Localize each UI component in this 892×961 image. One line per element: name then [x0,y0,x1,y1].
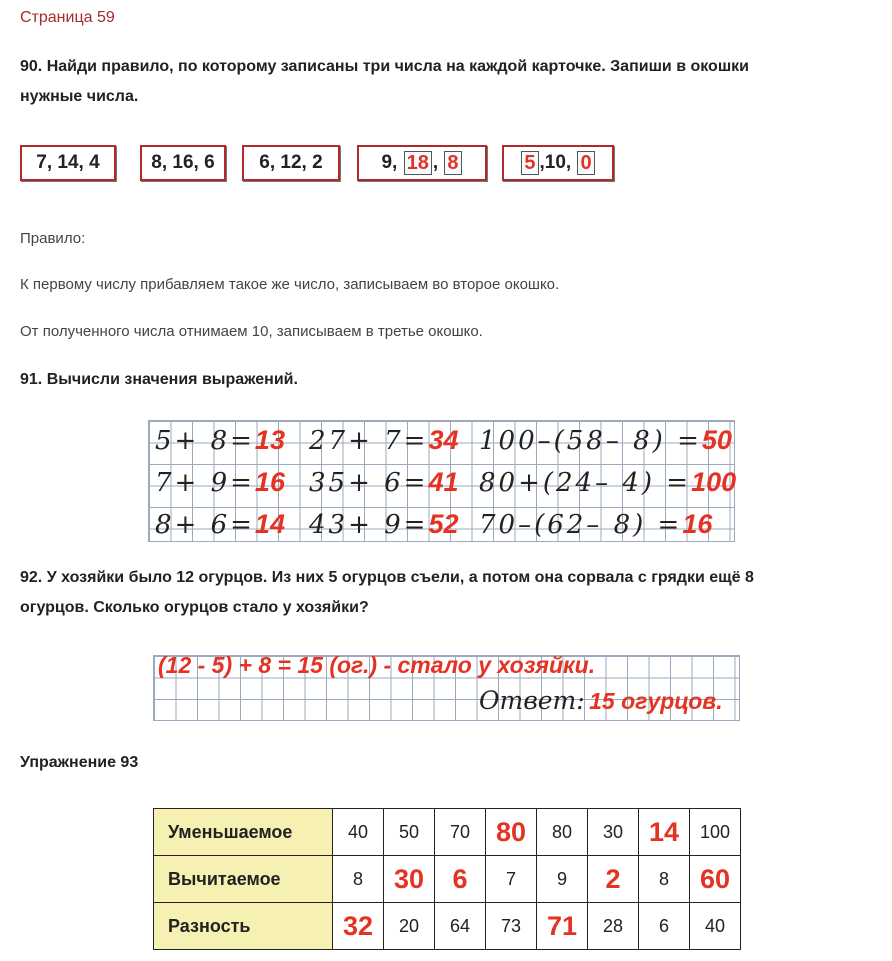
number-cards [20,145,620,185]
expression [479,425,732,456]
card-5 [502,145,614,181]
table-cell: 8 [639,856,690,903]
table-row [154,809,741,856]
expression-answer: 13 [254,425,285,455]
expression [155,467,285,498]
row-header: Разность [154,903,333,950]
expression [309,509,459,540]
table-cell: 7 [486,856,537,903]
expression-text: 5+ 8= [155,426,255,456]
task-90-line-2: нужные числа. [20,88,139,105]
expression-text: 27+ 7= [309,426,429,456]
expression-answer: 52 [428,509,459,539]
card-text: , [432,152,439,173]
answer-label: Ответ: [479,686,585,715]
card-text: 7, 14, 4 [36,152,100,173]
answer-value: 15 огурцов. [589,688,723,714]
expression-answer: 100 [691,467,737,497]
subtraction-table [153,808,741,950]
table-cell: 20 [384,903,435,950]
expression-text: 80+(24– 4) = [479,468,692,498]
table-row [154,903,741,950]
table-cell-answer: 14 [639,809,690,856]
table-row [154,856,741,903]
table-cell: 9 [537,856,588,903]
expression-row [149,463,739,503]
table-cell: 40 [690,903,741,950]
table-cell: 80 [537,809,588,856]
table-cell-answer: 71 [537,903,588,950]
answer-line [479,686,723,715]
expression-text: 7+ 9= [155,468,255,498]
expression-text: 70–(62– 8) = [479,510,683,540]
solution-grid [153,652,740,721]
table-cell: 6 [639,903,690,950]
rule-line-1: К первому числу прибавляем такое же число, записываем во второе окошко. [20,276,560,293]
card-3 [242,145,340,181]
expression-text: 35+ 6= [309,468,429,498]
rule-label: Правило: [20,230,86,247]
table-cell-answer: 2 [588,856,639,903]
answer-box: 18 [404,151,432,175]
table-cell: 73 [486,903,537,950]
expression [155,509,285,540]
table-cell-answer: 80 [486,809,537,856]
table-cell: 8 [333,856,384,903]
task-92-line-2: огурцов. Сколько огурцов стало у хозяйки? [20,599,369,616]
table-cell: 30 [588,809,639,856]
answer-box: 8 [444,151,461,175]
expression-row [149,505,739,545]
expression-row [149,421,739,461]
card-text: 9, [381,152,398,173]
rule-line-2: От полученного числа отнимаем 10, записываем в третье окошко. [20,323,483,340]
table-cell-answer: 6 [435,856,486,903]
task-91-title: 91. Вычисли значения выражений. [20,371,298,388]
card-text: 8, 16, 6 [151,152,215,173]
table-cell: 28 [588,903,639,950]
table-cell: 100 [690,809,741,856]
expression [479,467,736,498]
expression-answer: 50 [701,425,732,455]
expression-answer: 14 [254,509,285,539]
card-2 [140,145,226,181]
expression-answer: 41 [428,467,459,497]
task-93-title: Упражнение 93 [20,754,139,771]
page-number: Страница 59 [20,9,115,26]
expression-answer: 16 [682,509,713,539]
expression-answer: 16 [254,467,285,497]
expression [479,509,712,540]
expressions-grid [148,420,735,542]
expression-answer: 34 [428,425,459,455]
solution-text: (12 - 5) + 8 = 15 (ог.) - стало у хозяйки. [158,652,596,678]
table-cell: 64 [435,903,486,950]
expression [309,467,459,498]
expression-text: 100–(58– 8) = [479,426,702,456]
expression [309,425,459,456]
table-cell: 50 [384,809,435,856]
task-90-line-1: 90. Найди правило, по которому записаны три числа на каждой карточке. Запиши в окошки [20,58,749,75]
task-92-line-1: 92. У хозяйки было 12 огурцов. Из них 5 огурцов съели, а потом она сорвала с грядки ещё 8 [20,569,754,586]
table-cell-answer: 30 [384,856,435,903]
answer-box: 0 [577,151,594,175]
answer-box: 5 [521,151,538,175]
card-text: 6, 12, 2 [259,152,323,173]
expression [155,425,285,456]
table-cell-answer: 32 [333,903,384,950]
row-header: Уменьшаемое [154,809,333,856]
row-header: Вычитаемое [154,856,333,903]
table-cell: 40 [333,809,384,856]
table-cell-answer: 60 [690,856,741,903]
expression-text: 43+ 9= [309,510,429,540]
task-92-text [20,563,870,623]
card-1 [20,145,116,181]
expression-text: 8+ 6= [155,510,255,540]
table-cell: 70 [435,809,486,856]
task-90-text [20,52,870,112]
card-4 [357,145,487,181]
card-text: ,10, [539,152,572,173]
